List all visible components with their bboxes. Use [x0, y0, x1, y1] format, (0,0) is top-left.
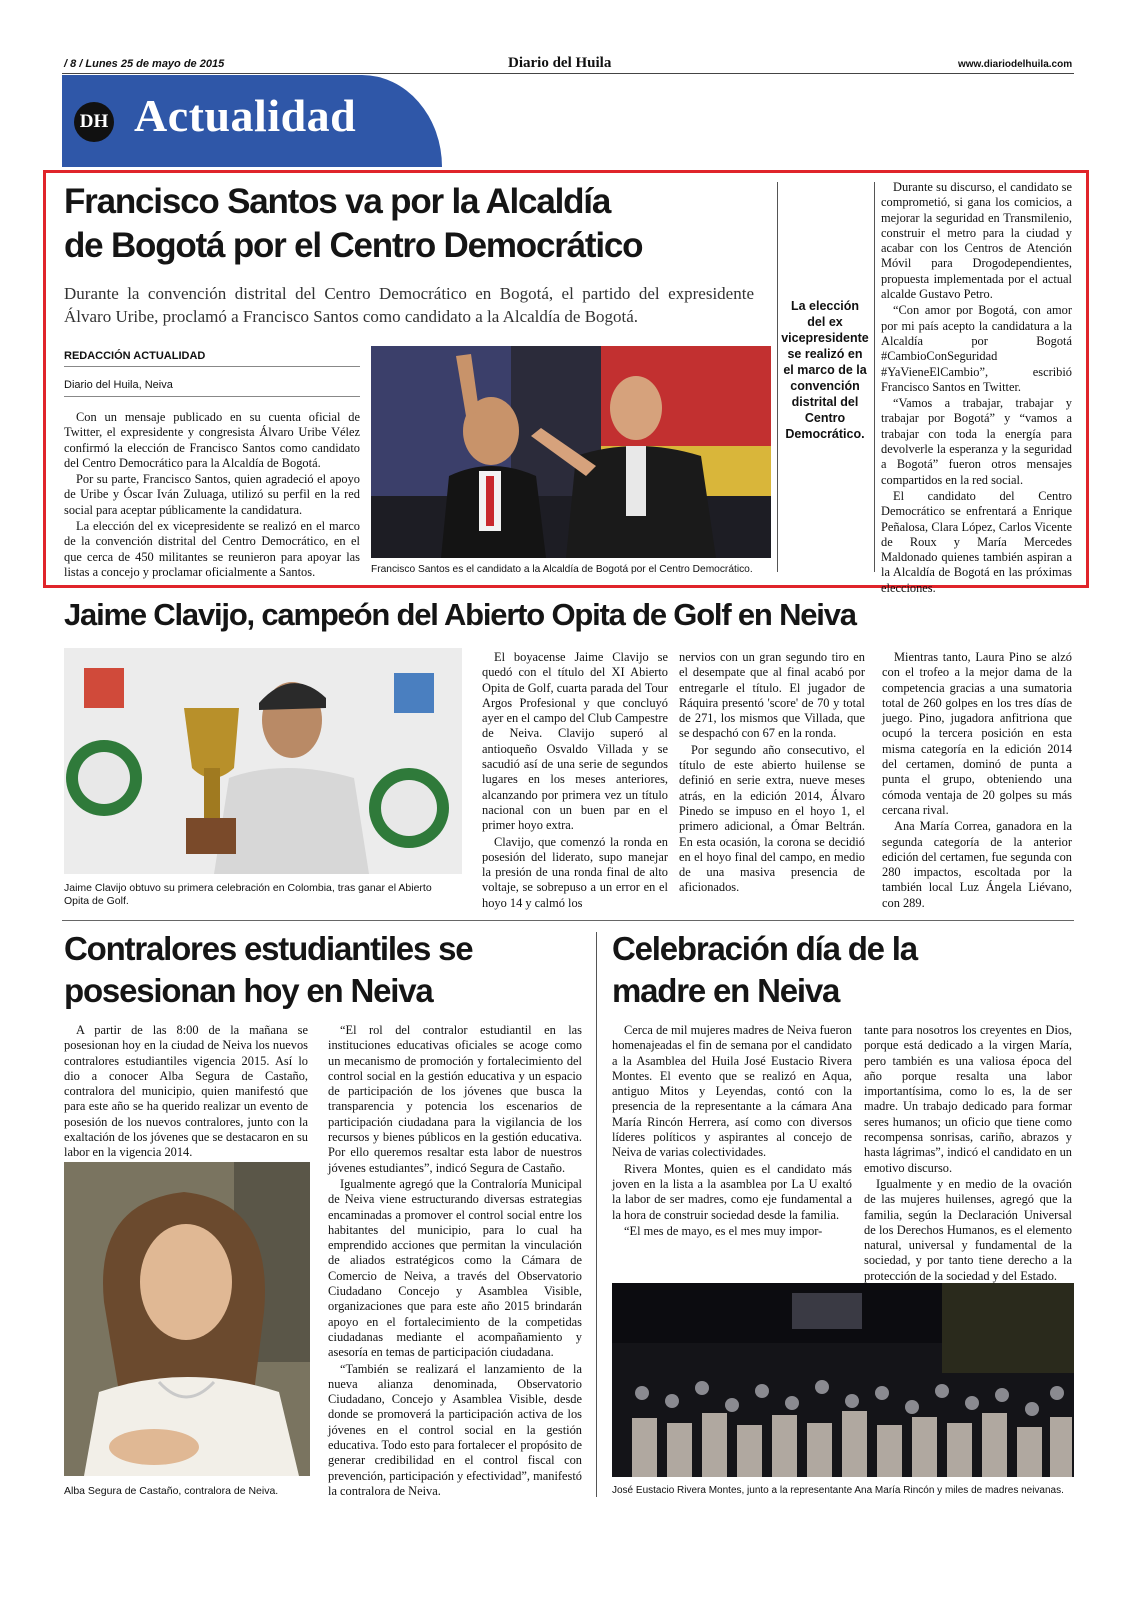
clavijo-photo [64, 648, 462, 874]
paragraph: nervios con un gran segundo tiro en el desempate que al final acabó por entregarle el título. El jugador de Ráquira presentó 'score' de 70 y total de 271, los mismos que Villada, que se despachó con 67 en la ronda. [679, 650, 865, 741]
article1-divider [777, 182, 778, 572]
alba-segura-photo-image [64, 1162, 310, 1476]
article2-headline: Jaime Clavijo, campeón del Abierto Opita de Golf en Neiva [64, 597, 856, 632]
article1-headline-line1: Francisco Santos va por la Alcaldía [64, 182, 611, 221]
article1-headline [64, 180, 642, 268]
alba-segura-photo [64, 1162, 310, 1476]
article2-col1 [482, 650, 668, 912]
article4-col2 [864, 1023, 1072, 1285]
page-info: / 8 / Lunes 25 de mayo de 2015 [64, 58, 225, 70]
paragraph: “El mes de mayo, es el mes muy impor- [624, 1223, 823, 1238]
byline-rule [64, 366, 360, 367]
clavijo-photo-image [64, 648, 462, 874]
santos-uribe-photo [371, 346, 771, 558]
article4-headline [612, 928, 917, 1012]
paragraph: Mientras tanto, Laura Pino se alzó con el trofeo a la mejor dama de la competencia gracias a una sumatoria total de 260 golpes en los tres días de juego. Pino, jugadora anfitriona que ocupó la tercera posición en esta misma categoría en la edición 2014 del certamen, dominó de punta a punta el grupo, obteniendo una cómoda ventaja de 20 golpes su más cercana rival. [882, 650, 1072, 817]
madres-event-photo [612, 1283, 1074, 1477]
paragraph: “También se realizará el lanzamiento de la nueva alianza denominada, Observatorio Ciudadano, Concejo y Asamblea Visible, desde donde se promoverá la participación activa de los jóvenes en el control social en la gestión educativa. Todo esto para fortalecer el propósito de generar credibilidad en el control fiscal con prevención, participación y efectividad”, manifestó la contralora de Neiva. [328, 1361, 582, 1498]
paragraph: Con un mensaje publicado en su cuenta oficial de Twitter, el expresidente y congresista Álvaro Uribe Vélez confirmó la elección de Francisco Santos como candidato del Centro Democrático para la Alcaldía de Bogotá. [64, 410, 360, 470]
paragraph: El boyacense Jaime Clavijo se quedó con el título del XI Abierto Opita de Golf, cuarta parada del Tour Argos Profesional y que concluyó ayer en el campo del Club Campestre de Neiva. Clavijo superó al antioqueño Osvaldo Villada y se sacudió así de una serie de segundos lugares en los meses anteriores, alcanzando por primera vez un título nacional con un buen par en el primer hoyo extra. [482, 650, 668, 833]
article3-photo-caption: Alba Segura de Castaño, contralora de Neiva. [64, 1485, 279, 1497]
paragraph: tante para nosotros los creyentes en Dios, porque está dedicado a la virgen María, pero también es una valiosa época del año porque resalta una labor importantísima, como lo es, la de ser madre. Un trabajo dedicado para formar seres humanos; un oficio que tiene como recompensa sonrisas, cariño, abrazos y hasta lágrimas”, indicó el candidato en un emotivo discurso. [864, 1023, 1072, 1175]
dh-logo [74, 102, 114, 142]
bottom-divider [596, 932, 597, 1497]
paragraph: Por segundo año consecutivo, el título de este abierto huilense se definió en serie extra, nueve meses atrás, en la edición 2014, Álvaro Pinedo se impuso en el hoyo 1, el primero adicional, a Ómar Beltrán. En esta ocasión, la corona se decidió en el hoyo final del campo, en medio de una masiva presencia de aficionados. [679, 742, 865, 895]
paragraph: Por su parte, Francisco Santos, quien agradeció el apoyo de Uribe y Óscar Iván Zuluaga, utilizó su perfil en la red social para aceptar públicamente la candidatura. [64, 472, 360, 517]
article1-col-right [881, 180, 1072, 597]
paragraph: “Con amor por Bogotá, con amor por mi país acepto la candidatura a la Alcaldía por Bogotá #CambioConSeguridad #YaVieneElCambio”, escribió Francisco Santos en Twitter. [881, 303, 1072, 394]
article1-byline: REDACCIÓN ACTUALIDAD [64, 350, 206, 362]
paragraph: Clavijo, que comenzó la ronda en posesión del liderato, supo manejar la presión de una ronda final de alto voltaje, se sobrepuso a un error en el hoyo 14 y calmó los [482, 834, 668, 910]
article1-headline-line2: de Bogotá por el Centro Democrático [64, 226, 643, 265]
article2-photo-caption: Jaime Clavijo obtuvo su primera celebración en Colombia, tras ganar el Abierto Opita de Golf. [64, 882, 432, 907]
paragraph: Rivera Montes, quien es el candidato más joven en la lista a la asamblea por La U exaltó la labor de ser madres, como eje fundamental a la hora de construir sociedad desde la familia. [612, 1161, 852, 1222]
article2-col2 [679, 650, 865, 897]
article3-headline-line1: Contralores estudiantiles se [64, 930, 473, 967]
dh-logo-text: DH [79, 111, 109, 132]
website: www.diariodelhuila.com [958, 59, 1073, 70]
article1-pullquote: La elección del ex vicepresidente se realizó en el marco de la convención distrital del Centro Democrático. [781, 299, 869, 441]
paragraph: A partir de las 8:00 de la mañana se posesionan hoy en la ciudad de Neiva los nuevos contralores estudiantiles vigencia 2015. Así lo dio a conocer Alba Segura de Castaño, contralora del municipio, quien manifestó que para este año se ha querido realizar un evento de posesión de los nuevos contralores, junto con la exaltación de los jóvenes que se destacaron en su labor en la vigencia 2014. [64, 1023, 308, 1160]
paragraph: “Vamos a trabajar, trabajar y trabajar por Bogotá” y “vamos a trabajar con toda la energía para devolverle la esperanza y la seguridad a Bogotá” fueron otros mensajes compartidos en la red social. [881, 396, 1072, 487]
header-rule [62, 73, 1074, 74]
article3-headline [64, 928, 472, 1012]
madres-event-photo-image [612, 1283, 1074, 1477]
paragraph: Ana María Correa, ganadora en la segunda categoría de la anterior edición del certamen, fue segunda con 280 impactos, escoltada por la también local Luz Ángela Liévano, con 289. [882, 819, 1072, 910]
paragraph: Igualmente y en medio de la ovación de las mujeres huilenses, agregó que la familia, según la Declaración Universal de los Derechos Humanos, es el elemento natural, universal y fundamental de la sociedad, y por tanto tiene derecho a la protección de la sociedad y del Estado. [864, 1176, 1072, 1283]
article1-dateline: Diario del Huila, Neiva [64, 379, 173, 391]
paragraph: Durante su discurso, el candidato se comprometió, si gana los comicios, a mejorar la seguridad en Transmilenio, construir el metro para la ciudad y acabar con los Centros de Atención Móvil para Drogodependientes, propuesta implementada por el actual alcalde Gustavo Petro. [881, 180, 1072, 302]
article1-lead: Durante la convención distrital del Centro Democrático en Bogotá, el partido del expresidente Álvaro Uribe, proclamó a Francisco Santos como candidato a la Alcaldía de Bogotá. [64, 284, 754, 326]
section-banner [62, 75, 442, 167]
section-rule [62, 920, 1074, 921]
article4-photo-caption: José Eustacio Rivera Montes, junto a la representante Ana María Rincón y miles de madres neivanas. [612, 1485, 1064, 1496]
santos-uribe-photo-image [371, 346, 771, 558]
paragraph: El candidato del Centro Democrático se enfrentará a Enrique Peñalosa, Clara López, Carlos Vicente de Roux y María Mercedes Maldonado quienes también aspiran a la Alcaldía de Bogotá en las próximas elecciones. [881, 488, 1072, 595]
section-title: Actualidad [134, 90, 357, 141]
paragraph: “El rol del contralor estudiantil en las instituciones educativas oficiales se acoge como un mecanismo de promoción y fortalecimiento del control social en la gestión educativa y un espacio de participación de los jóvenes que busca la transparencia y potencia los escenarios de participación ciudadana para la vigilancia de los recursos y bienes públicos en la gestión educativa. Por ello queremos resaltar esta labor de nuestros jóvenes estudiantes”, indicó Segura de Castaño. [328, 1023, 582, 1175]
pullquote-divider [874, 182, 875, 572]
article2-col3 [882, 650, 1072, 912]
article3-headline-line2: posesionan hoy en Neiva [64, 972, 433, 1009]
article3-col2 [328, 1023, 582, 1500]
paper-name: Diario del Huila [508, 55, 612, 71]
article3-col1 [64, 1023, 308, 1162]
article4-col1 [612, 1023, 852, 1240]
dateline-rule [64, 396, 360, 397]
paragraph: Cerca de mil mujeres madres de Neiva fueron homenajeadas el fin de semana por el candidato a la Asamblea del Huila José Eustacio Rivera Montes. El evento que se realizó en Aqua, antiguo Mitos y Leyendas, contó con la presencia de la representante a la cámara Ana María Rincón Herrera, así como con diversos líderes políticos y aspirantes al concejo de Neiva de varias colectividades. [612, 1023, 852, 1160]
article1-photo-caption: Francisco Santos es el candidato a la Alcaldía de Bogotá por el Centro Democrático. [371, 564, 753, 575]
article4-headline-line2: madre en Neiva [612, 972, 840, 1009]
article4-headline-line1: Celebración día de la [612, 930, 917, 967]
paragraph: La elección del ex vicepresidente se realizó en el marco de la convención distrital del Centro Democrático, en el que cerca de 450 militantes se reunieron para apoyar las listas a concejo y proclamar oficialmente a Santos. [64, 519, 360, 579]
article1-col1 [64, 410, 360, 581]
paragraph: Igualmente agregó que la Contraloría Municipal de Neiva viene estructurando diversas estrategias encaminadas a promover el control social entre los habitantes del municipio, para lo cual ha emprendido acciones que permitan la vinculación de aliados estratégicos como la Cámara de Comercio de Neiva, a través del Observatorio Ciudadano Concejo y Asamblea Visible, organizaciones que para este año 2015 brindarán apoyo en el fortalecimiento de la competidas ciudadanas mediante el acompañamiento y asesoría en temas de participación ciudadana. [328, 1176, 582, 1360]
